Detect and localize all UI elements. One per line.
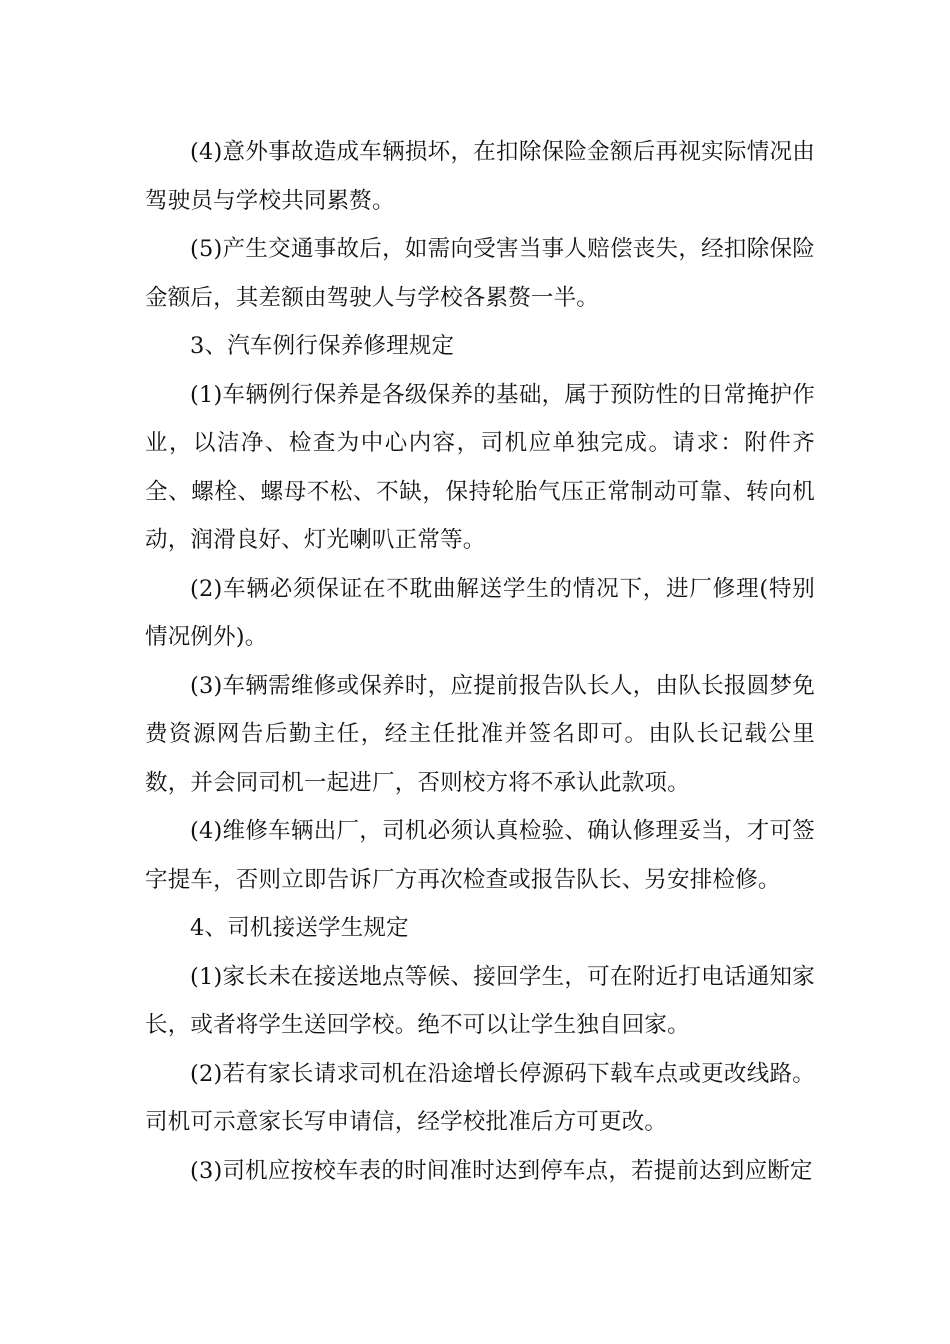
paragraph-route-change: (2)若有家长请求司机在沿途增长停源码下载车点或更改线路。司机可示意家长写申请信，经学校批准后方可更改。 xyxy=(145,1060,815,1135)
paragraph-repair-schedule: (2)车辆必须保证在不耽曲解送学生的情况下，进厂修理(特别情况例外)。 xyxy=(145,575,815,650)
paragraph-parent-absent: (1)家长未在接送地点等候、接回学生，可在附近打电话通知家长，或者将学生送回学校。绝不可以让学生独自回家。 xyxy=(145,963,815,1038)
section-heading-maintenance: 3、汽车例行保养修理规定 xyxy=(190,333,455,359)
paragraph-vehicle-pickup: (4)维修车辆出厂，司机必须认真检验、确认修理妥当，才可签字提车，否则立即告诉厂方再次检查或报告队长、另安排检修。 xyxy=(145,818,815,893)
paragraph-schedule-timing: (3)司机应按校车表的时间准时达到停车点，若提前达到应断定 xyxy=(190,1157,813,1184)
document-body xyxy=(145,128,815,1195)
section-heading-student-transport: 4、司机接送学生规定 xyxy=(190,915,409,941)
paragraph-repair-approval: (3)车辆需维修或保养时，应提前报告队长人，由队长报圆梦免费资源网告后勤主任，经主任批准并签名即可。由队长记载公里数，并会同司机一起进厂，否则校方将不承认此款项。 xyxy=(145,672,815,796)
paragraph-accident-damage: (4)意外事故造成车辆损坏，在扣除保险金额后再视实际情况由驾驶员与学校共同累赘。 xyxy=(145,139,815,214)
paragraph-routine-maintenance: (1)车辆例行保养是各级保养的基础，属于预防性的日常掩护作业，以洁净、检查为中心内容，司机应单独完成。请求：附件齐全、螺栓、螺母不松、不缺，保持轮胎气压正常制动可靠、转向机动，润滑良好、灯光喇叭正常等。 xyxy=(145,381,815,553)
paragraph-traffic-accident-compensation: (5)产生交通事故后，如需向受害当事人赔偿丧失，经扣除保险金额后，其差额由驾驶人与学校各累赘一半。 xyxy=(145,236,815,311)
